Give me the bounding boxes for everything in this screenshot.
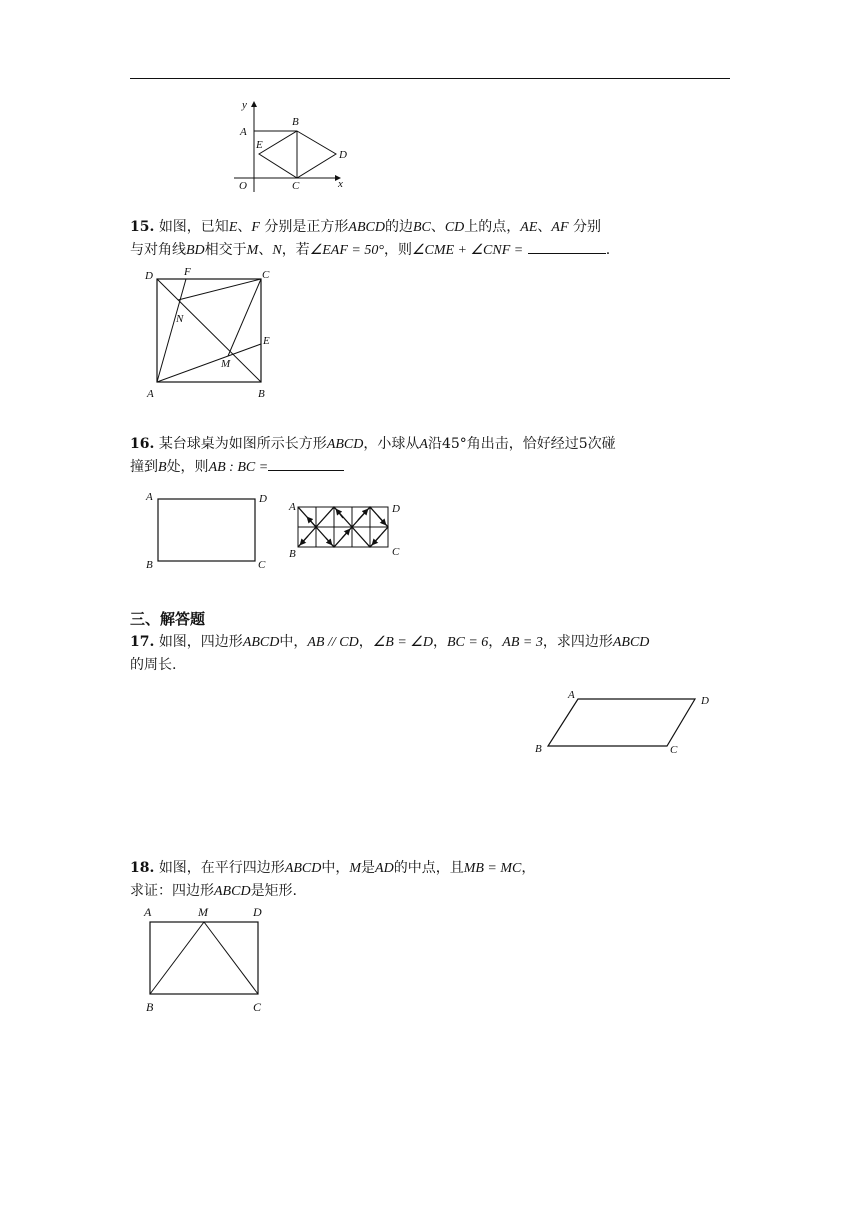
label-e: E — [256, 139, 263, 151]
label-c: C — [392, 546, 400, 558]
label-a: A — [568, 689, 575, 701]
label-d: D — [392, 503, 400, 515]
segment-ae — [157, 344, 261, 382]
label-c: C — [258, 559, 266, 571]
label-c: C — [253, 1000, 262, 1014]
question-18: 18. 如图，在平行四边形ABCD中，M是AD的中点，且MB = MC， 求证：四边形ABCD是矩形. — [130, 860, 536, 899]
label-d: D — [145, 270, 153, 282]
segment-af — [157, 279, 186, 382]
label-d: D — [253, 905, 262, 919]
label-a: A — [147, 388, 154, 400]
label-d: D — [701, 695, 709, 707]
figure-billiard-table — [140, 488, 270, 578]
label-m: M — [221, 358, 231, 370]
question-17: 17. 如图，四边形ABCD中，AB // CD，∠B = ∠D，BC = 6，AB = 3，求四边形ABCD 的周长. — [130, 634, 650, 673]
label-c: C — [262, 269, 270, 281]
figure-rectangle-abcd — [136, 902, 276, 1018]
label-f: F — [184, 266, 191, 278]
label-a: A — [146, 491, 153, 503]
answer-blank[interactable] — [528, 253, 606, 254]
figure-billiard-path — [286, 498, 406, 562]
label-e: E — [263, 335, 270, 347]
label-o: O — [239, 180, 247, 192]
answer-blank[interactable] — [268, 470, 344, 471]
question-15: 15. 如图，已知E、F 分别是正方形ABCD的边BC、CD上的点，AE、AF 分别 与对角线BD相交于M、N，若∠EAF = 50°，则∠CME + ∠CNF = . — [130, 219, 611, 258]
label-d: D — [339, 149, 347, 161]
header-rule — [130, 78, 730, 79]
segment-cn — [178, 279, 261, 300]
question-number: 17. — [130, 634, 155, 650]
question-number: 16. — [130, 436, 155, 452]
segment-mb — [150, 922, 204, 994]
label-a: A — [144, 905, 152, 919]
question-16: 16. 某台球桌为如图所示长方形ABCD，小球从A沿45°角出击，恰好经过5次碰 撞到B处，则AB : BC = — [130, 436, 616, 475]
figure-coordinate-rhombus — [228, 96, 358, 196]
figure-parallelogram-abcd — [530, 686, 720, 758]
label-a: A — [240, 126, 247, 138]
label-x: x — [338, 178, 343, 190]
label-b: B — [258, 388, 265, 400]
label-n: N — [176, 313, 184, 325]
diagonal-bd — [157, 279, 261, 382]
label-y: y — [242, 99, 247, 111]
label-a: A — [289, 501, 296, 513]
label-c: C — [670, 744, 678, 756]
label-b: B — [292, 116, 299, 128]
label-m: M — [198, 905, 208, 919]
question-number: 15. — [130, 219, 155, 235]
label-d: D — [259, 493, 267, 505]
figure-square-abcd — [140, 264, 280, 404]
question-number: 18. — [130, 860, 155, 876]
label-c: C — [292, 180, 300, 192]
label-b: B — [289, 548, 296, 560]
segment-mc — [204, 922, 258, 994]
label-b: B — [146, 559, 153, 571]
label-b: B — [535, 743, 542, 755]
segment-cm — [228, 279, 261, 356]
label-b: B — [146, 1000, 154, 1014]
section-title: 三、解答题 — [130, 610, 206, 628]
